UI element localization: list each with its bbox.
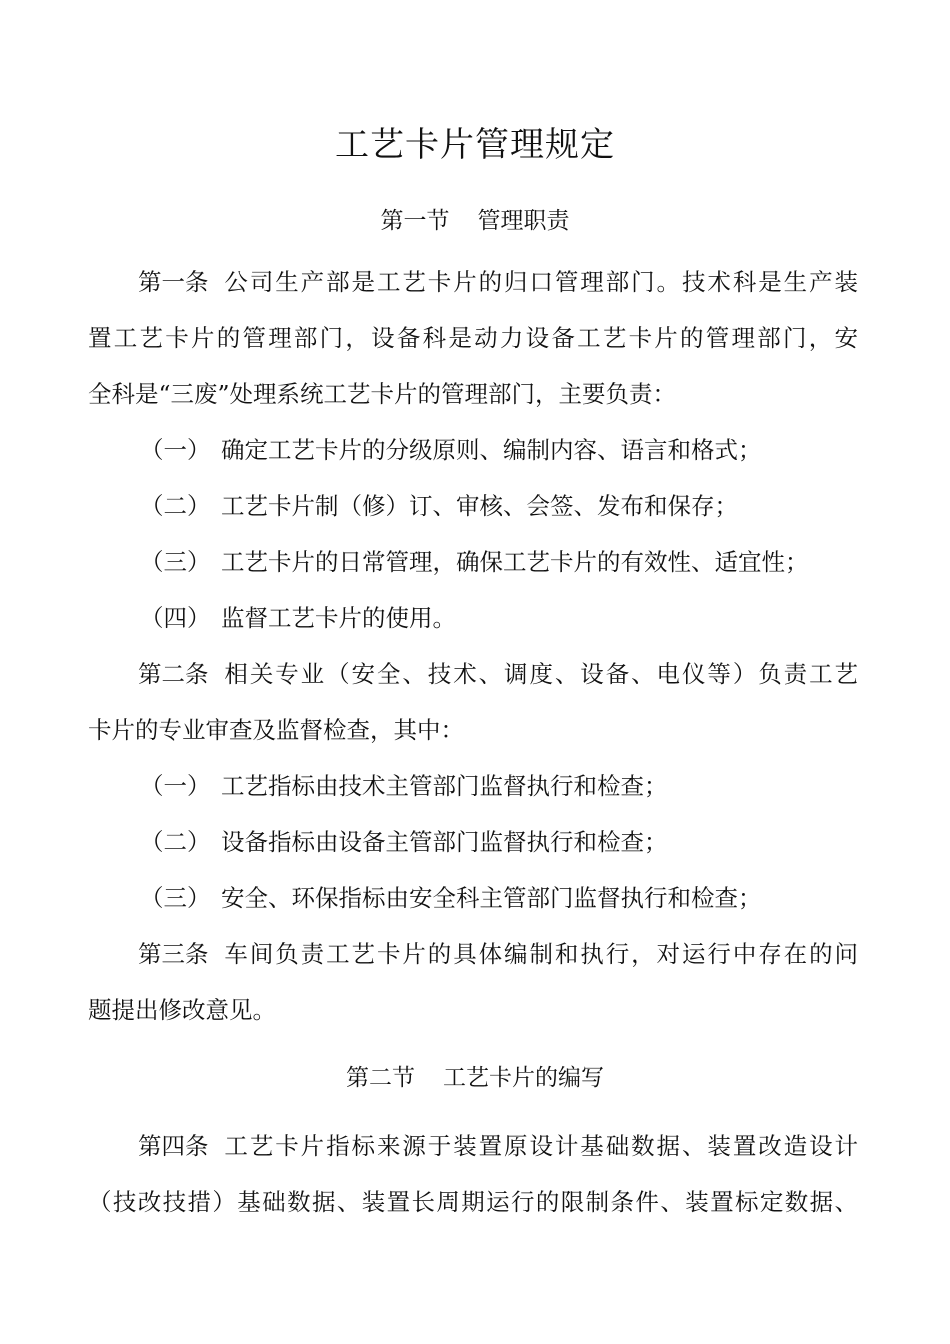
item-number: （四） (140, 604, 211, 632)
section-1-label: 第一节 (380, 208, 450, 234)
article-3-line-1 (138, 934, 858, 974)
article-2-line-2: 卡片的专业审查及监督检查，其中： (88, 716, 464, 744)
article-2-item-1 (140, 766, 668, 806)
article-1-item-1 (140, 430, 762, 470)
article-3-line-2: 题提出修改意见。 (88, 996, 276, 1024)
section-2-name: 工艺卡片的编写 (443, 1065, 604, 1091)
article-3-head: 第三条 (138, 940, 209, 968)
article-2-item-2 (140, 822, 668, 862)
section-1-heading (0, 201, 950, 241)
article-1-line-2: 置工艺卡片的管理部门，设备科是动力设备工艺卡片的管理部门，安 (88, 324, 858, 352)
section-2-heading (0, 1058, 950, 1098)
article-1-head: 第一条 (138, 268, 209, 296)
article-1-line-1 (138, 262, 858, 302)
item-text: 安全、环保指标由安全科主管部门监督执行和检查； (221, 884, 762, 912)
item-text: 工艺指标由技术主管部门监督执行和检查； (221, 772, 668, 800)
article-1-item-4 (140, 598, 456, 638)
section-2-label: 第二节 (346, 1065, 415, 1091)
document-title: 工艺卡片管理规定 (335, 125, 615, 165)
item-number: （二） (140, 828, 211, 856)
item-text: 工艺卡片制（修）订、审核、会签、发布和保存； (221, 492, 738, 520)
item-number: （三） (140, 548, 211, 576)
item-text: 工艺卡片的日常管理，确保工艺卡片的有效性、适宜性； (221, 548, 809, 576)
article-2-text-1: 相关专业（安全、技术、调度、设备、电仪等）负责工艺 (222, 660, 858, 688)
article-4-text-1: 工艺卡片指标来源于装置原设计基础数据、装置改造设计 (222, 1132, 858, 1160)
item-text: 设备指标由设备主管部门监督执行和检查； (221, 828, 668, 856)
article-4-head: 第四条 (138, 1132, 209, 1160)
item-text: 确定工艺卡片的分级原则、编制内容、语言和格式； (221, 436, 762, 464)
item-number: （二） (140, 492, 211, 520)
article-4-line-2: （技改技措）基础数据、装置长周期运行的限制条件、装置标定数据、 (88, 1188, 858, 1216)
article-3-text-1: 车间负责工艺卡片的具体编制和执行，对运行中存在的问 (222, 940, 858, 968)
article-2-head: 第二条 (138, 660, 209, 688)
section-1-name: 管理职责 (477, 208, 570, 234)
article-1-item-3 (140, 542, 809, 582)
article-1-text-1: 公司生产部是工艺卡片的归口管理部门。技术科是生产装 (222, 268, 858, 296)
article-1-line-3: 全科是“三废”处理系统工艺卡片的管理部门，主要负责： (88, 380, 677, 408)
item-number: （三） (140, 884, 211, 912)
item-number: （一） (140, 436, 211, 464)
article-2-item-3 (140, 878, 762, 918)
item-number: （一） (140, 772, 211, 800)
article-4-line-1 (138, 1126, 858, 1166)
item-text: 监督工艺卡片的使用。 (221, 604, 456, 632)
article-2-line-1 (138, 654, 858, 694)
article-1-item-2 (140, 486, 738, 526)
